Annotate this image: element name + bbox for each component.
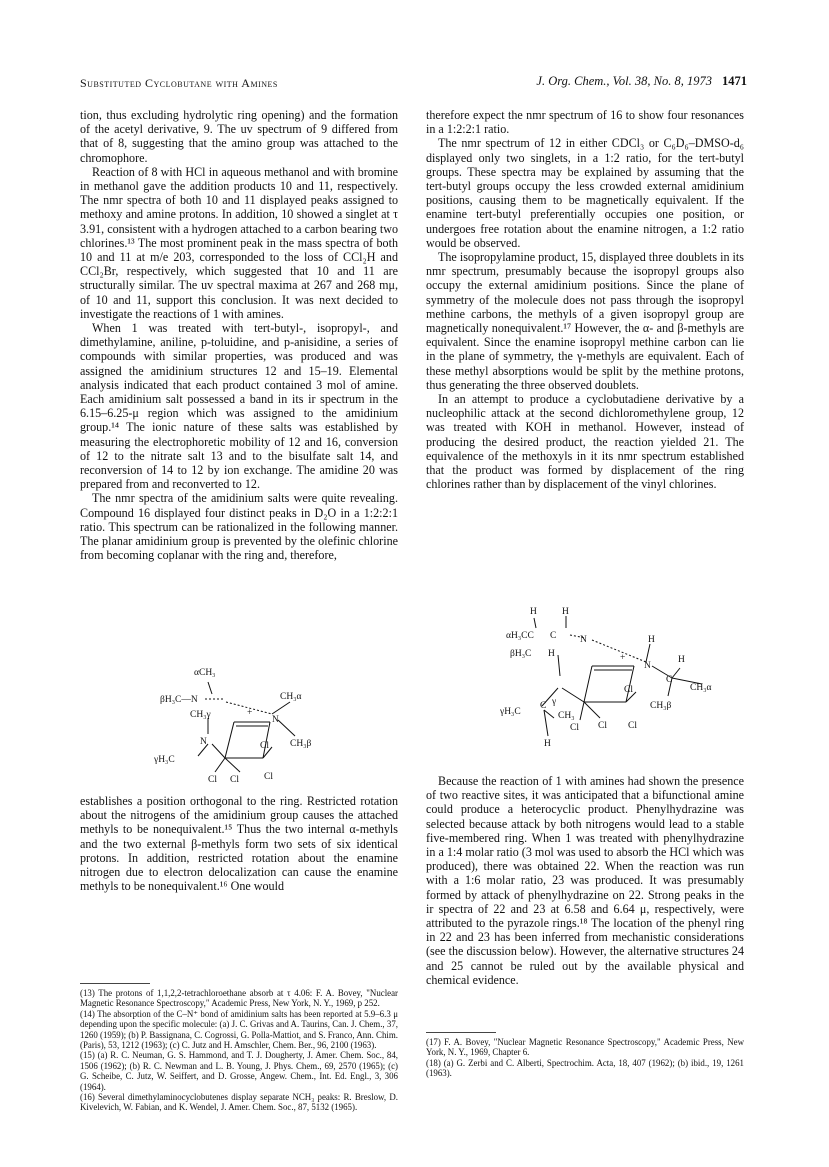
structure-label: Cl xyxy=(264,772,273,782)
structure-label: H xyxy=(562,607,569,617)
structure-label: αH₃CC xyxy=(506,631,534,641)
footnote: (15) (a) R. C. Neuman, G. S. Hammond, and T. J. Dougherty, J. Amer. Chem. Soc., 84, 1506 (1962); (b) R. C. Newman and L. B. Young, J. Phys. Chem., 69, 2570 (1965); (c) G. Scheibe, C. Jutz, W. Seiffert, and D. Grosse, Angew. Chem., Int. Ed. Engl., 3, 306 (1964). xyxy=(80,1050,398,1092)
structure-label: αCH₃ xyxy=(194,668,216,678)
body-paragraph: The isopropylamine product, 15, displayed three doublets in its nmr spectrum, presumably because the isopropyl groups also occupy the external amidinium positions. Since the plane of symmetry of the molecule does not pass through the isopropyl methine carbons, the methyls of a given isopropyl group are magnetically nonequivalent.¹⁷ However, the α- and β-methyls are equivalent. Since the enamine isopropyl methine carbon can lie in the plane of symmetry, the γ-methyls are equivalent. Each of these methyl absorptions would be split by the methine protons, thus generating the three observed doublets. xyxy=(426,250,744,392)
footnote: (14) The absorption of the C–N⁺ bond of amidinium salts has been reported at 5.9–6.3 μ depending upon the specific molecule: (a) J. C. Grivas and A. Taurins, Can. J. Chem., 37, 1260 (1959); (b) P. Bassignana, C. Cogrossi, G. Polla-Mattiot, and S. Franco, Ann. Chim. (Paris), 53, 1212 (1963); (c) C. Jutz and H. Amschler, Chem. Ber., 96, 2100 (1963). xyxy=(80,1008,398,1051)
structure-label: N xyxy=(272,715,279,725)
structure-label: Cl xyxy=(628,721,637,731)
structure-label: C xyxy=(550,631,557,641)
structure-16-diagram xyxy=(150,662,350,790)
structure-label: + xyxy=(247,708,253,718)
structure-label: γ xyxy=(552,697,557,707)
structure-label: Cl xyxy=(260,741,269,751)
structure-label: C xyxy=(540,701,547,711)
structure-label: N xyxy=(580,635,587,645)
body-paragraph: tion, thus excluding hydrolytic ring opening) and the formation of the acetyl derivative, 9. The uv spectrum of 9 differed from that of 8, suggesting that the amino group was attached to the chromophore. xyxy=(80,108,398,165)
body-paragraph: The nmr spectra of the amidinium salts were quite revealing. Compound 16 displayed four distinct peaks in D₂O in a 1:2:2:1 ratio. This spectrum can be rationalized in the following manner. The planar amidinium group is prevented by the olefinic chlorine from becoming coplanar with the ring and, therefore, xyxy=(80,491,398,563)
structure-label: Cl xyxy=(208,775,217,785)
structure-label: N xyxy=(200,737,207,747)
structure-label: CH₃γ xyxy=(190,710,211,720)
structure-label: CH₃β xyxy=(650,701,672,711)
structure-label: γH₃C xyxy=(154,755,175,765)
left-footnotes xyxy=(80,988,398,1113)
structure-label: H xyxy=(548,649,555,659)
structure-label: + xyxy=(620,653,626,663)
right-column xyxy=(426,108,744,491)
structure-label: Cl xyxy=(598,721,607,731)
footnote-rule xyxy=(426,1032,496,1033)
left-column-continued xyxy=(80,794,398,893)
structure-label: CH₃α xyxy=(280,692,302,702)
body-paragraph: Reaction of 8 with HCl in aqueous methanol and with bromine in methanol gave the addition products 10 and 11, respectively. The nmr spectra of both 10 and 11 displayed peaks assigned to methoxy and amine protons. In addition, 10 showed a singlet at τ 3.91, consistent with a hydrogen attached to a carbon bearing two chlorines.¹³ The most prominent peak in the mass spectra of both 10 and 11 at m/e 203, corresponded to the loss of CCl₂H and CCl₂Br, respectively, which suggested that 10 and 11 are structurally similar. The uv spectral maxima at 267 and 268 mμ, of 10 and 11, support this conclusion. It was next decided to investigate the reactions of 1 with amines. xyxy=(80,164,398,321)
structure-label: C xyxy=(666,675,673,685)
body-paragraph: In an attempt to produce a cyclobutadiene derivative by a nucleophilic attack at the second dichloromethylene group, 12 was treated with KOH in methanol. However, instead of producing the desired product, the reaction yielded 21. The equivalence of the methoxyls in it its nmr spectrum established that the product was formed by displacement of the ring chlorines rather than by displacement of the vinyl chlorines. xyxy=(426,392,744,492)
page-number: 1471 xyxy=(722,74,747,88)
structure-15-diagram xyxy=(500,600,725,765)
body-paragraph: therefore expect the nmr spectrum of 16 to show four resonances in a 1:2:2:1 ratio. xyxy=(426,108,744,137)
structure-label: Cl xyxy=(570,723,579,733)
structure-label: βH₃C—N xyxy=(160,695,198,705)
structure-label: H xyxy=(530,607,537,617)
running-head-left: Substituted Cyclobutane with Amines xyxy=(80,76,278,90)
journal-citation: J. Org. Chem., Vol. 38, No. 8, 1973 xyxy=(536,74,712,88)
structure-label: γH₃C xyxy=(500,707,521,717)
body-paragraph: Because the reaction of 1 with amines had shown the presence of two reactive sites, it was anticipated that a bifunctional amine could produce a heterocyclic product. Phenylhydrazine was selected because attack by both nitrogens would lead to a stable five-membered ring. When 1 was treated with phenylhydrazine in a 1:4 molar ratio (3 mol was used to absorb the HCl which was produced), there was obtained 22. When the reaction was run with a 1:6 molar ratio, 23 was produced. It was presumably formed by attack of phenylhydrazine on 22. Strong peaks in the ir spectra of 22 and 23 at 6.58 and 6.64 μ, respectively, were attributed to the pyrazole rings.¹⁸ The location of the phenyl ring in 22 and 23 has been inferred from mechanistic considerations (see the discussion below). However, the alternative structures 24 and 25 cannot be ruled out by the available physical and chemical evidence. xyxy=(426,774,744,987)
structure-label: CH₃β xyxy=(290,739,312,749)
structure-label: CH₃ xyxy=(558,711,575,721)
body-paragraph: The nmr spectrum of 12 in either CDCl₃ or C₆D₆–DMSO-d₆ displayed only two singlets, in a 1:2 ratio, for the tert-butyl groups. These spectra may be explained by assuming that the tert-butyl groups occupy the less crowded external amidinium positions, causing them to be magnetically equivalent. If the enamine tert-butyl preferentially occupies one position, or undergoes free rotation about the enamine nitrogen, a 1:2 ratio would be observed. xyxy=(426,136,744,250)
footnote-rule xyxy=(80,983,150,984)
right-column-continued xyxy=(426,774,744,987)
footnote: (16) Several dimethylaminocyclobutenes display separate NCH₃ peaks: R. Breslow, D. Kivelevich, W. Fabian, and K. Wendel, J. Amer. Chem. Soc., 87, 5132 (1965). xyxy=(80,1092,398,1113)
structure-label: H xyxy=(648,635,655,645)
body-paragraph: establishes a position orthogonal to the ring. Restricted rotation about the nitrogens of the amidinium group causes the attached methyls to be nonequivalent.¹⁵ Thus the two internal α-methyls and the two external β-methyls form two sets of six identical protons. In addition, restricted rotation about the enamine nitrogen due to electron delocalization can cause the enamine methyls to be nonequivalent.¹⁶ One would xyxy=(80,794,398,894)
footnote: (18) (a) G. Zerbi and C. Alberti, Spectrochim. Acta, 18, 407 (1962); (b) ibid., 19, 1261 (1963). xyxy=(426,1057,744,1079)
structure-label: Cl xyxy=(624,685,633,695)
structure-label: H xyxy=(678,655,685,665)
left-column xyxy=(80,108,398,563)
footnote: (13) The protons of 1,1,2,2-tetrachloroethane absorb at τ 4.06: F. A. Bovey, "Nuclear Magnetic Resonance Spectroscopy," Academic Press, New York, N. Y., 1969, p 252. xyxy=(80,988,398,1009)
structure-label: βH₃C xyxy=(510,649,532,659)
running-head-right xyxy=(536,74,747,89)
structure-label: CH₃α xyxy=(690,683,712,693)
right-footnotes xyxy=(426,1037,744,1079)
structure-label: H xyxy=(544,739,551,749)
body-paragraph: When 1 was treated with tert-butyl-, isopropyl-, and dimethylamine, aniline, p-toluidine, and p-anisidine, a series of compounds with similar properties, was produced and was assigned the amidinium structures 12 and 15–19. Elemental analysis indicated that each product contained 3 mol of amine. Each amidinium salt possessed a band in its ir spectrum in the 6.15–6.25-μ region which was assigned to the amidinium group.¹⁴ The ionic nature of these salts was established by measuring the electrophoretic mobility of 12 and 16, conversion of 12 to the nitrate salt 13 and to the bisulfate salt 14, and reconversion of 14 to 12 by ion exchange. The amidine 20 was prepared from and reconverted to 12. xyxy=(80,321,398,492)
structure-label: N xyxy=(644,661,651,671)
structure-label: Cl xyxy=(230,775,239,785)
footnote: (17) F. A. Bovey, "Nuclear Magnetic Resonance Spectroscopy," Academic Press, New York, N. Y., 1969, Chapter 6. xyxy=(426,1037,744,1058)
